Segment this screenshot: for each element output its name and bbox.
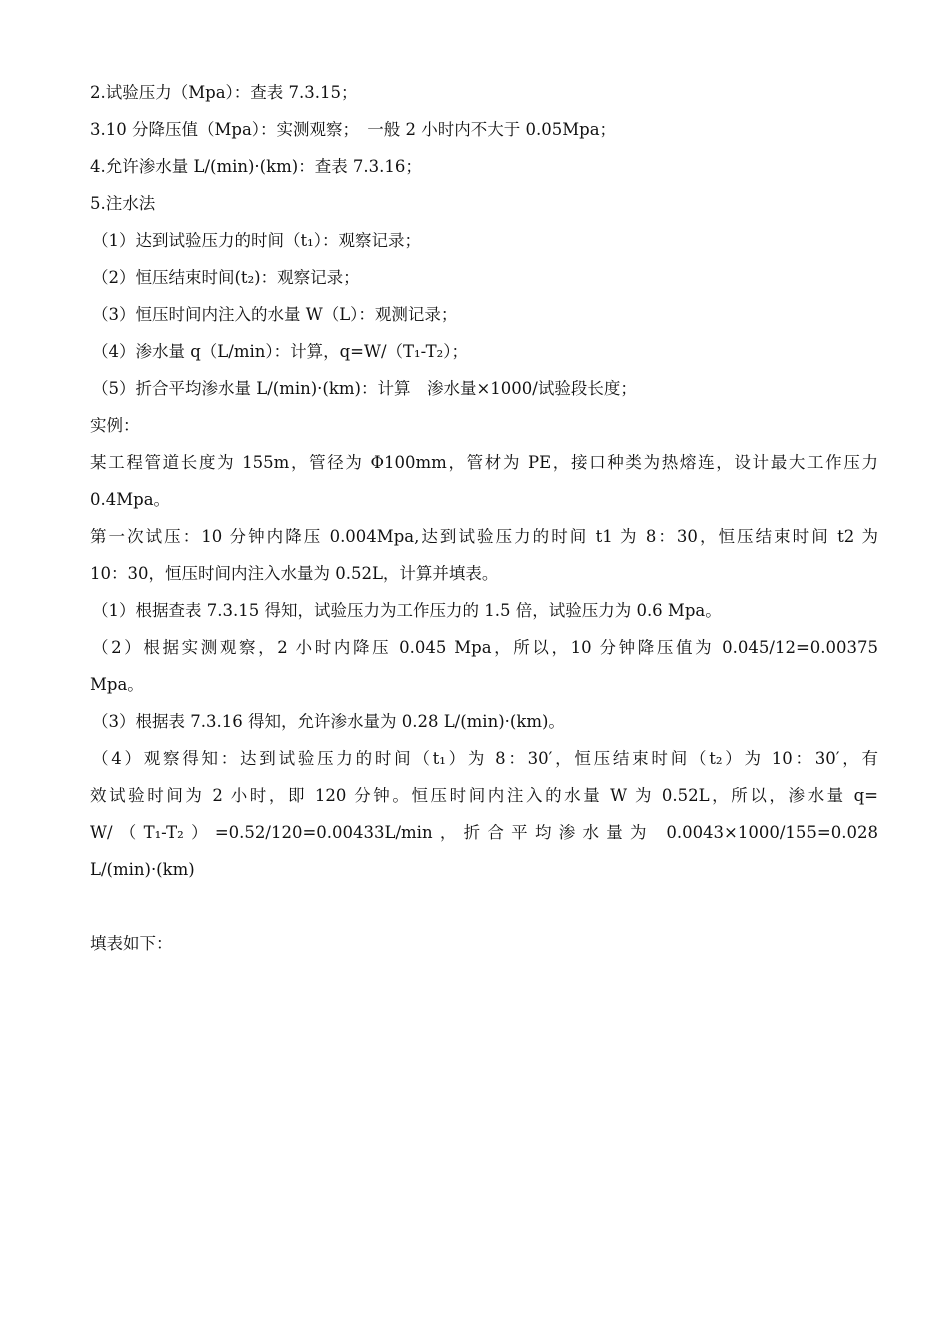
blank-line (90, 888, 878, 925)
example-paragraph-line-2: 0.4Mpa。 (90, 490, 171, 509)
item-pressure-drop: 3.10 分降压值（Mpa）：实测观察； 一般 2 小时内不大于 0.05Mpa； (90, 120, 617, 139)
step-4-line-1: （4）观察得知：达到试验压力的时间（t₁）为 8：30′，恒压结束时间（t₂）为 10：30′，有 (92, 749, 878, 768)
step-1: （1）根据查表 7.3.15 得知，试验压力为工作压力的 1.5 倍，试验压力为 0.6 Mpa。 (92, 601, 722, 620)
subitem-1: （1）达到试验压力的时间（t₁）：观察记录； (92, 231, 421, 250)
step-2-line-2: Mpa。 (90, 675, 144, 694)
example-heading: 实例： (90, 416, 140, 435)
subitem-3: （3）恒压时间内注入的水量 W（L）：观测记录； (92, 305, 458, 324)
document-body (90, 74, 878, 962)
step-2-line-1: （2）根据实测观察，2 小时内降压 0.045 Mpa，所以，10 分钟降压值为 0.045/12=0.00375 (92, 638, 878, 657)
fill-table-label: 填表如下： (90, 934, 173, 953)
item-water-injection-method: 5.注水法 (90, 194, 156, 213)
step-4-line-2: 效试验时间为 2 小时，即 120 分钟。恒压时间内注入的水量 W 为 0.52L，所以，渗水量 q= (90, 786, 878, 805)
item-test-pressure: 2.试验压力（Mpa）：查表 7.3.15； (90, 83, 358, 102)
first-test-line-1: 第一次试压：10 分钟内降压 0.004Mpa,达到试验压力的时间 t1 为 8：30，恒压结束时间 t2 为 (90, 527, 878, 546)
subitem-2: （2）恒压结束时间(t₂)：观察记录； (92, 268, 360, 287)
example-paragraph-line-1: 某工程管道长度为 155m，管径为 Φ100mm，管材为 PE，接口种类为热熔连，设计最大工作压力 (90, 453, 878, 472)
subitem-5: （5）折合平均渗水量 L/(min)·(km)：计算 渗水量×1000/试验段长度； (92, 379, 637, 398)
step-4-line-3: W/（T₁-T₂）=0.52/120=0.00433L/min，折合平均渗水量为 0.0043×1000/155=0.028 (90, 823, 878, 842)
subitem-4: （4）渗水量 q（L/min）：计算，q=W/（T₁-T₂）； (92, 342, 469, 361)
item-allowed-seepage: 4.允许渗水量 L/(min)·(km)：查表 7.3.16； (90, 157, 422, 176)
first-test-line-2: 10：30，恒压时间内注入水量为 0.52L，计算并填表。 (90, 564, 499, 583)
step-4-line-4: L/(min)·(km) (90, 860, 195, 879)
step-3: （3）根据表 7.3.16 得知，允许渗水量为 0.28 L/(min)·(km)。 (92, 712, 565, 731)
